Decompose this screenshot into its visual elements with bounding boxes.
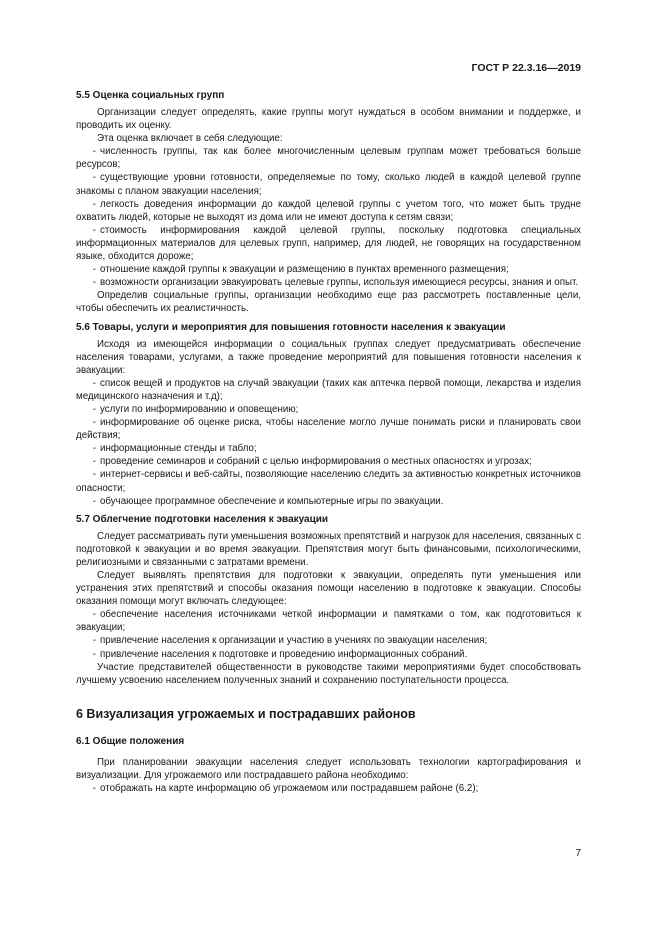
paragraph: Определив социальные группы, организации необходимо еще раз рассмотреть поставленные цели, чтобы обеспечить их реалистичность. — [76, 290, 581, 315]
list-item-text: возможности организации эвакуировать целевые группы, используя имеющиеся ресурсы, знания и опыт. — [100, 277, 579, 289]
list-marker: - — [92, 172, 96, 184]
list-marker: - — [92, 277, 96, 289]
section-5-6-title: 5.6 Товары, услуги и мероприятия для повышения готовности населения к эвакуации — [76, 321, 506, 333]
list-marker: - — [92, 609, 96, 621]
page-number: 7 — [575, 848, 581, 859]
list-item — [76, 276, 581, 289]
paragraph: Участие представителей общественности в руководстве такими мероприятиями будет способствовать лучшему усвоению населением полученных знаний и сохранению поступательности процесса. — [76, 661, 581, 686]
list-item-text: информационные стенды и табло; — [100, 443, 257, 455]
document-code: ГОСТ Р 22.3.16—2019 — [471, 62, 581, 74]
paragraph: Эта оценка включает в себя следующие: — [97, 133, 283, 145]
section-5-7-title: 5.7 Облегчение подготовки населения к эвакуации — [76, 513, 329, 525]
list-item-text: отношение каждой группы к эвакуации и размещению в пунктах временного размещения; — [100, 264, 509, 276]
list-item — [76, 608, 581, 634]
list-item — [76, 648, 581, 661]
list-item — [76, 416, 581, 442]
list-item-text: существующие уровни готовности, определяемые по тому, сколько людей в каждой целевой группе знакомы с планом эвакуации населения; — [76, 172, 581, 197]
list-marker: - — [92, 417, 96, 429]
list-marker: - — [92, 456, 96, 468]
list-6-1 — [76, 782, 581, 795]
list-item-text: обеспечение населения источниками четкой информации и памятками о том, как подготовиться к эвакуации; — [76, 609, 581, 634]
list-item-text: интернет-сервисы и веб-сайты, позволяющие населению следить за активностью конкретных источников опасности; — [76, 469, 581, 494]
list-marker: - — [92, 783, 96, 795]
list-item — [76, 468, 581, 494]
list-item — [76, 171, 581, 197]
list-marker: - — [92, 648, 96, 660]
list-item-text: информирование об оценке риска, чтобы население могло лучше понимать риски и планировать свои действия; — [76, 417, 581, 442]
list-item — [76, 377, 581, 403]
paragraph: Следует рассматривать пути уменьшения возможных препятствий и нагрузок для населения, связанных с подготовкой к эвакуации и во время эвакуации. Препятствия могут быть финансовыми, психологическими, религиозными и связанными с затратами времени. — [76, 530, 581, 568]
list-item — [76, 634, 581, 647]
list-marker: - — [92, 495, 96, 507]
list-item — [76, 224, 581, 263]
list-marker: - — [92, 635, 96, 647]
page-content — [76, 89, 581, 795]
list-marker: - — [92, 403, 96, 415]
list-item-text: легкость доведения информации до каждой целевой группы с учетом того, что может быть трудне охватить людей, которые не выходят из дома или не имеют доступа к сетям связи; — [76, 198, 581, 223]
list-item-text: стоимость информирования каждой целевой группы, поскольку подготовка специальных информационных материалов для целевых групп, например, для людей, не говорящих на государственном языке, обходится дороже; — [76, 224, 581, 263]
list-item-text: услуги по информированию и оповещению; — [100, 403, 299, 415]
section-6-1-title: 6.1 Общие положения — [76, 735, 185, 747]
paragraph: Следует выявлять препятствия для подготовки к эвакуации, определять пути уменьшения или устранения этих препятствий и способы оказания помощи населению в подготовке к эвакуации. Способы оказания помощи могут включать следующее: — [76, 570, 581, 608]
list-marker: - — [92, 264, 96, 276]
list-5-7 — [76, 608, 581, 660]
list-marker: - — [92, 198, 96, 210]
section-5-5-title: 5.5 Оценка социальных групп — [76, 90, 225, 101]
list-item — [76, 455, 581, 468]
list-item-text: список вещей и продуктов на случай эвакуации (таких как аптечка первой помощи, лекарства и изделия медицинского назначения и т.д); — [76, 377, 581, 402]
list-item — [76, 263, 581, 276]
list-marker: - — [92, 377, 96, 389]
list-item — [76, 782, 581, 795]
paragraph: Организации следует определять, какие группы могут нуждаться в особом внимании и поддержке, и проводить их оценку. — [76, 107, 581, 132]
list-5-6 — [76, 377, 581, 508]
list-item-text: отображать на карте информацию об угрожаемом или пострадавшем районе (6.2); — [100, 783, 479, 795]
list-item — [76, 198, 581, 224]
section-6-title: 6 Визуализация угрожаемых и пострадавших районов — [76, 706, 416, 721]
paragraph: Исходя из имеющейся информации о социальных группах следует предусматривать обеспечение населения товарами, услугами, а также проведение мероприятий для повышения готовности населения к эвакуации: — [76, 338, 581, 376]
list-item — [76, 403, 581, 416]
list-item-text: привлечение населения к подготовке и проведению информационных собраний. — [100, 648, 468, 660]
list-marker: - — [92, 146, 96, 158]
list-item-text: проведение семинаров и собраний с целью информирования о местных опасностях и угрозах; — [100, 456, 532, 468]
list-item-text: численность группы, так как более многочисленным целевым группам может требоваться больше ресурсов; — [76, 146, 581, 171]
paragraph: При планировании эвакуации населения следует использовать технологии картографирования и визуализации. Для угрожаемого или пострадавшего района необходимо: — [76, 756, 581, 781]
list-marker: - — [92, 443, 96, 455]
list-item — [76, 145, 581, 171]
list-item — [76, 442, 581, 455]
list-marker: - — [92, 469, 96, 481]
list-item — [76, 495, 581, 508]
list-item-text: обучающее программное обеспечение и компьютерные игры по эвакуации. — [100, 495, 444, 507]
list-marker: - — [92, 224, 96, 236]
list-5-5 — [76, 145, 581, 289]
list-item-text: привлечение населения к организации и участию в учениях по эвакуации населения; — [100, 635, 488, 647]
